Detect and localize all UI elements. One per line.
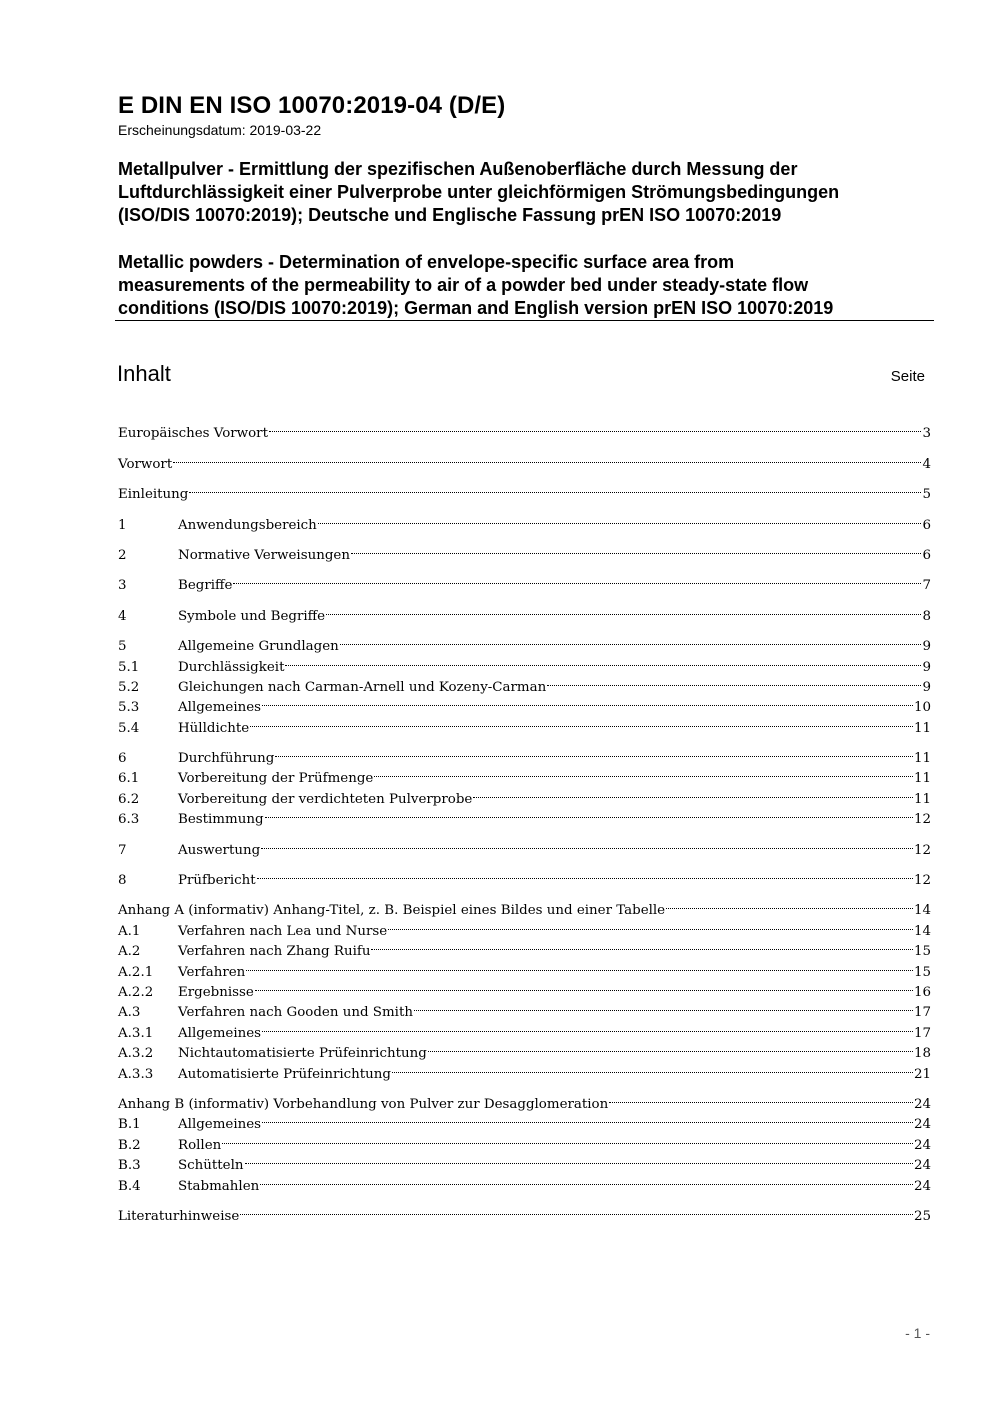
toc-entry-number: A.3.2 [118,1046,154,1062]
toc-dot-leader [666,894,913,914]
toc-entry-number: A.2.1 [118,964,154,980]
toc-entry-title: Begriffe [178,578,233,594]
toc-entry-page: 12 [913,842,931,858]
toc-entry[interactable] [118,539,931,563]
toc-entry-page: 9 [922,679,931,695]
toc-dot-leader [261,833,913,853]
toc-entry[interactable] [118,864,931,889]
title-german-line: Luftdurchlässigkeit einer Pulverprobe unter gleichförmigen Strömungsbedingungen [118,182,840,202]
header-divider [115,320,934,321]
table-of-contents [118,417,931,1224]
toc-entry[interactable] [118,417,931,442]
toc-entry-page: 9 [922,659,931,675]
toc-entry-number: 8 [118,873,127,889]
toc-entry-title: Vorwort [118,456,173,472]
title-english [118,251,938,320]
toc-entry[interactable] [118,1088,931,1112]
toc-entry-number: 5 [118,639,127,655]
toc-dot-leader [233,569,921,589]
toc-dot-leader [388,914,913,934]
toc-entry-page: 24 [913,1117,931,1133]
toc-dot-leader [414,996,913,1016]
toc-entry-page: 17 [913,1005,931,1021]
toc-entry-title: Durchlässigkeit [178,659,285,675]
toc-entry-title: Verfahren nach Lea und Nurse [178,923,388,939]
toc-entry-number: B.3 [118,1158,141,1174]
toc-entry-title: Ergebnisse [178,984,254,1000]
toc-entry[interactable] [118,599,931,624]
toc-entry-page: 9 [922,639,931,655]
toc-entry-page: 15 [913,964,931,980]
toc-entry-page: 14 [913,923,931,939]
toc-entry-page: 18 [913,1046,931,1062]
toc-dot-leader [269,417,922,437]
toc-entry-title: Schütteln [178,1158,244,1174]
toc-dot-leader [246,955,913,975]
toc-entry[interactable] [118,478,931,503]
toc-entry[interactable] [118,742,931,767]
toc-entry-number: 5.2 [118,679,140,695]
toc-dot-leader [340,630,922,650]
toc-entry-title: Hülldichte [178,720,250,736]
toc-entry-title: Durchführung [178,751,275,767]
toc-entry[interactable] [118,1200,931,1224]
toc-entry-title: Prüfbericht [178,873,256,889]
toc-entry[interactable] [118,1149,931,1174]
toc-entry-number: A.2.2 [118,984,154,1000]
toc-entry-title: Allgemeines [178,1025,262,1041]
toc-entry[interactable] [118,630,931,655]
toc-entry[interactable] [118,447,931,472]
toc-dot-leader [262,691,913,711]
toc-entry-number: A.2 [118,944,141,960]
toc-dot-leader [547,671,921,691]
toc-entry-page: 25 [913,1208,931,1224]
toc-entry-title: Allgemeines [178,700,262,716]
title-german-line: Metallpulver - Ermittlung der spezifischen Außenoberfläche durch Messung der [118,159,798,179]
toc-dot-leader [189,478,921,498]
toc-entry-title: Normative Verweisungen [178,547,350,563]
toc-entry-page: 17 [913,1025,931,1041]
toc-entry-number: 6.3 [118,812,140,828]
toc-dot-leader [326,599,921,619]
toc-entry-page: 15 [913,944,931,960]
toc-entry-title: Rollen [178,1137,222,1153]
toc-entry-title: Literaturhinweise [118,1208,240,1224]
toc-entry-title: Verfahren nach Zhang Ruifu [178,944,371,960]
toc-dot-leader [374,762,913,782]
toc-entry-title: Nichtautomatisierte Prüfeinrichtung [178,1046,427,1062]
toc-dot-leader [245,1149,913,1169]
toc-dot-leader [260,1169,913,1189]
toc-dot-leader [257,864,913,884]
toc-entry-title: Stabmahlen [178,1178,260,1194]
toc-entry-number: B.4 [118,1178,141,1194]
toc-entry[interactable] [118,833,931,858]
toc-dot-leader [222,1128,913,1148]
toc-entry-number: 1 [118,517,127,533]
toc-dot-leader [173,447,921,467]
toc-entry-page: 4 [922,456,931,472]
toc-entry-title: Bestimmung [178,812,264,828]
toc-entry-page: 12 [913,873,931,889]
toc-entry-page: 24 [913,1178,931,1194]
toc-entry[interactable] [118,569,931,594]
toc-dot-leader [285,650,921,670]
page-number: - 1 - [905,1325,930,1341]
toc-entry-page: 3 [922,426,931,442]
toc-entry-number: B.2 [118,1137,141,1153]
toc-entry-title: Anhang B (informativ) Vorbehandlung von Pulver zur Desagglomeration [118,1096,609,1112]
toc-entry-page: 11 [913,771,931,787]
toc-entry-page: 11 [913,720,931,736]
toc-entry-title: Europäisches Vorwort [118,426,268,442]
toc-entry-number: A.3.3 [118,1066,154,1082]
toc-dot-leader [609,1088,913,1108]
toc-dot-leader [392,1057,913,1077]
toc-entry-page: 12 [913,812,931,828]
toc-entry-title: Allgemeines [178,1117,262,1133]
toc-entry-number: A.1 [118,923,141,939]
toc-entry-page: 24 [913,1137,931,1153]
toc-dot-leader [265,803,913,823]
toc-entry-page: 11 [913,751,931,767]
toc-entry-title: Gleichungen nach Carman-Arnell und Kozeny-Carman [178,679,547,695]
toc-dot-leader [250,711,913,731]
toc-page-column-label: Seite [890,368,925,385]
toc-entry-number: 5.3 [118,700,140,716]
toc-dot-leader [318,508,922,528]
toc-entry-page: 10 [913,700,931,716]
toc-entry-page: 11 [913,791,931,807]
toc-entry-number: B.1 [118,1117,141,1133]
toc-entry-title: Auswertung [178,842,261,858]
title-german [118,158,938,227]
toc-dot-leader [262,1016,913,1036]
toc-entry[interactable] [118,894,931,919]
toc-dot-leader [275,742,913,762]
toc-entry-number: 6.1 [118,771,140,787]
toc-dot-leader [262,1108,913,1128]
toc-entry-title: Vorbereitung der verdichteten Pulverprobe [178,791,473,807]
toc-entry-number: 7 [118,842,127,858]
toc-dot-leader [351,539,922,559]
toc-entry-page: 14 [913,903,931,919]
toc-entry-title: Verfahren nach Gooden und Smith [178,1005,413,1021]
toc-entry-page: 21 [913,1066,931,1082]
toc-entry-title: Vorbereitung der Prüfmenge [178,771,374,787]
toc-dot-leader [255,976,913,996]
toc-entry[interactable] [118,1128,931,1153]
toc-entry[interactable] [118,508,931,533]
toc-entry-number: 4 [118,608,127,624]
title-english-line: conditions (ISO/DIS 10070:2019); German and English version prEN ISO 10070:2019 [118,298,834,318]
toc-entry-title: Verfahren [178,964,246,980]
toc-entry-page: 24 [913,1096,931,1112]
toc-entry-page: 8 [922,608,931,624]
title-english-line: Metallic powders - Determination of envelope-specific surface area from [118,252,735,272]
toc-entry-title: Automatisierte Prüfeinrichtung [178,1066,391,1082]
toc-entry-page: 7 [922,578,931,594]
toc-dot-leader [371,935,912,955]
toc-heading: Inhalt [117,361,171,386]
toc-entry-page: 6 [922,517,931,533]
toc-entry-number: A.3.1 [118,1025,154,1041]
toc-entry-title: Allgemeine Grundlagen [178,639,339,655]
toc-entry-number: 5.4 [118,720,140,736]
title-english-line: measurements of the permeability to air of a powder bed under steady-state flow [118,275,809,295]
toc-dot-leader [428,1037,913,1057]
toc-dot-leader [473,782,913,802]
toc-entry-number: 6.2 [118,791,140,807]
toc-entry-number: 6 [118,751,127,767]
toc-entry-page: 5 [922,487,931,503]
toc-entry-page: 16 [913,984,931,1000]
toc-dot-leader [240,1200,913,1220]
document-id: E DIN EN ISO 10070:2019-04 (D/E) [118,92,506,119]
toc-entry-page: 24 [913,1158,931,1174]
toc-entry-number: A.3 [118,1005,141,1021]
toc-entry-title: Symbole und Begriffe [178,608,326,624]
toc-entry-title: Anwendungsbereich [178,517,317,533]
toc-entry-number: 3 [118,578,127,594]
title-german-line: (ISO/DIS 10070:2019); Deutsche und Englische Fassung prEN ISO 10070:2019 [118,205,782,225]
publication-date: Erscheinungsdatum: 2019-03-22 [118,122,322,138]
toc-entry-title: Anhang A (informativ) Anhang-Titel, z. B. Beispiel eines Bildes und einer Tabelle [118,903,666,919]
toc-entry-page: 6 [922,547,931,563]
toc-entry-number: 2 [118,547,127,563]
toc-entry-title: Einleitung [118,487,189,503]
toc-entry-number: 5.1 [118,659,140,675]
